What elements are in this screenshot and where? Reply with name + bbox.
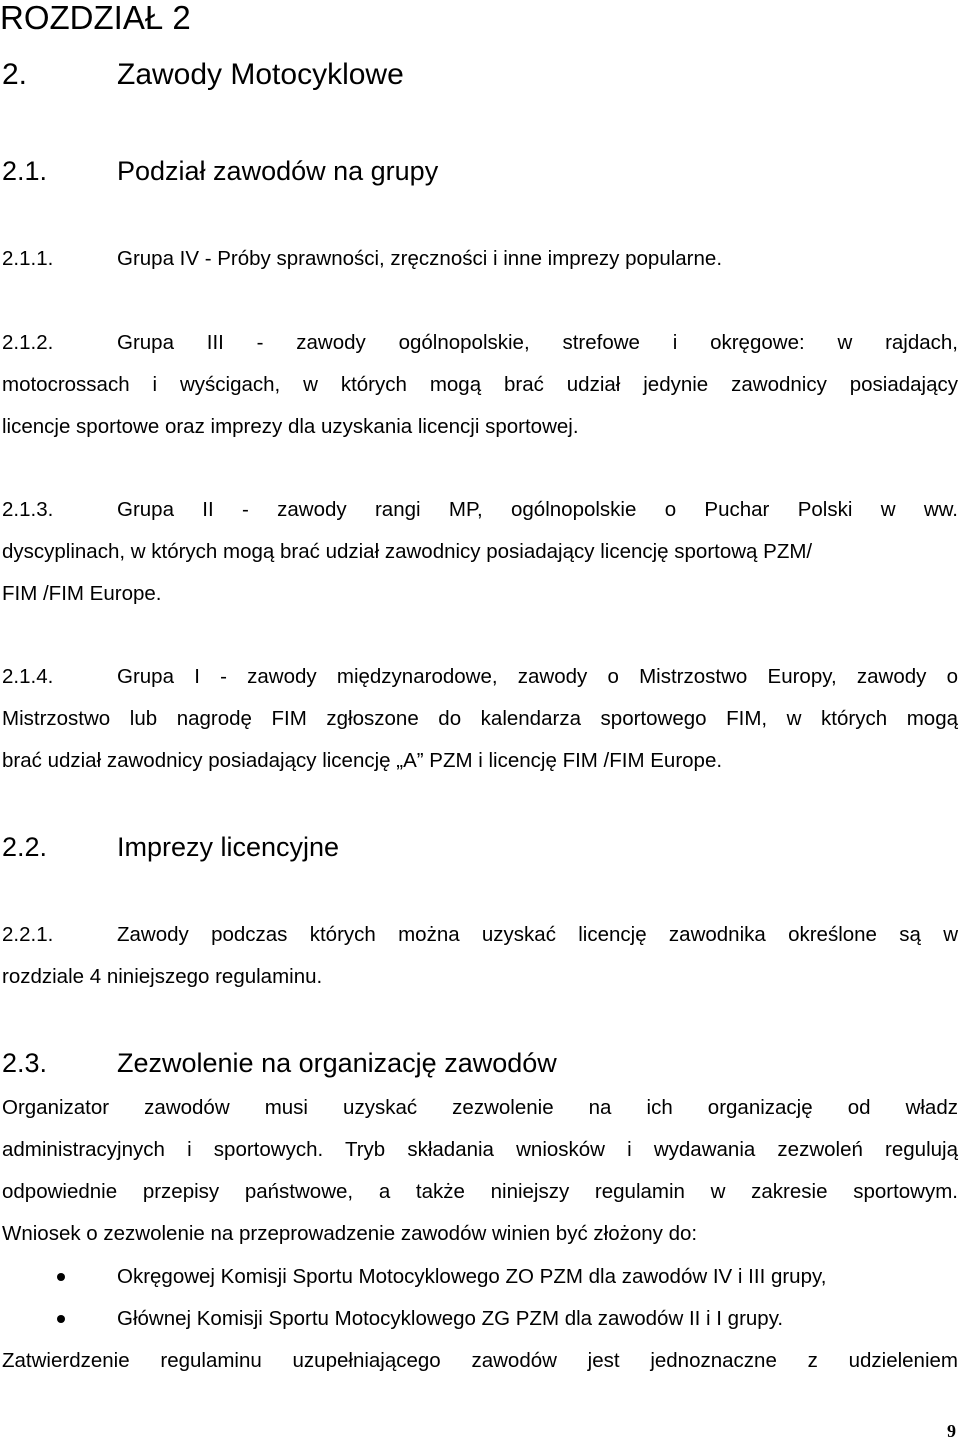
para-2-2-1-line: rozdziale 4 niniejszego regulaminu. [2, 965, 323, 988]
para-2-1-1-number: 2.1.1. [2, 247, 54, 270]
para-2-2-1-number: 2.2.1. [2, 923, 54, 946]
section-2-title: Zawody Motocyklowe [117, 58, 404, 91]
chapter-title: ROZDZIAŁ 2 [0, 0, 191, 36]
para-2-3-line: Organizator zawodów musi uzyskać zezwolenie na ich organizację od władz [2, 1096, 958, 1119]
para-2-1-4-line: brać udział zawodnicy posiadający licencję „A” PZM i licencję FIM /FIM Europe. [2, 749, 723, 772]
para-2-1-4-number: 2.1.4. [2, 665, 54, 688]
para-2-1-2-number: 2.1.2. [2, 331, 54, 354]
para-2-1-3-number: 2.1.3. [2, 498, 54, 521]
para-2-3-line: administracyjnych i sportowych. Tryb składania wniosków i wydawania zezwoleń regulują [2, 1138, 958, 1161]
section-2-1-title: Podział zawodów na grupy [117, 156, 439, 186]
bullet-icon [57, 1273, 65, 1281]
page-number: 9 [947, 1421, 956, 1441]
para-2-1-1-text: Grupa IV - Próby sprawności, zręczności i inne imprezy popularne. [117, 247, 723, 270]
para-2-1-3-line: FIM /FIM Europe. [2, 582, 162, 605]
section-2-3-title: Zezwolenie na organizację zawodów [117, 1048, 557, 1078]
bullet-item: Okręgowej Komisji Sportu Motocyklowego ZO PZM dla zawodów IV i III grupy, [117, 1265, 827, 1288]
section-2-1-number: 2.1. [2, 156, 48, 186]
para-2-1-3-line: dyscyplinach, w których mogą brać udział zawodnicy posiadający licencję sportową PZM/ [2, 540, 813, 563]
para-2-1-4-line: Mistrzostwo lub nagrodę FIM zgłoszone do kalendarza sportowego FIM, w których mogą [2, 707, 958, 730]
bullet-item: Głównej Komisji Sportu Motocyklowego ZG PZM dla zawodów II i I grupy. [117, 1307, 784, 1330]
section-2-3-number: 2.3. [2, 1048, 48, 1078]
closing-line: Zatwierdzenie regulaminu uzupełniającego zawodów jest jednoznaczne z udzieleniem [2, 1349, 958, 1372]
section-2-2-title: Imprezy licencyjne [117, 832, 340, 862]
para-2-1-2-line: Grupa III - zawody ogólnopolskie, strefowe i okręgowe: w rajdach, [117, 331, 958, 354]
para-2-1-2-line: licencje sportowe oraz imprezy dla uzyskania licencji sportowej. [2, 415, 579, 438]
para-2-1-4-line: Grupa I - zawody międzynarodowe, zawody o Mistrzostwo Europy, zawody o [117, 665, 958, 688]
para-2-2-1-line: Zawody podczas których można uzyskać licencję zawodnika określone są w [117, 923, 958, 946]
para-2-1-2-line: motocrossach i wyścigach, w których mogą brać udział jedynie zawodnicy posiadający [2, 373, 958, 396]
para-2-1-3-line: Grupa II - zawody rangi MP, ogólnopolskie o Puchar Polski w ww. [117, 498, 958, 521]
section-2-number: 2. [2, 58, 28, 91]
section-2-2-number: 2.2. [2, 832, 48, 862]
para-2-3-line: Wniosek o zezwolenie na przeprowadzenie zawodów winien być złożony do: [2, 1222, 698, 1245]
bullet-icon [57, 1315, 65, 1323]
para-2-3-line: odpowiednie przepisy państwowe, a także niniejszy regulamin w zakresie sportowym. [2, 1180, 958, 1203]
